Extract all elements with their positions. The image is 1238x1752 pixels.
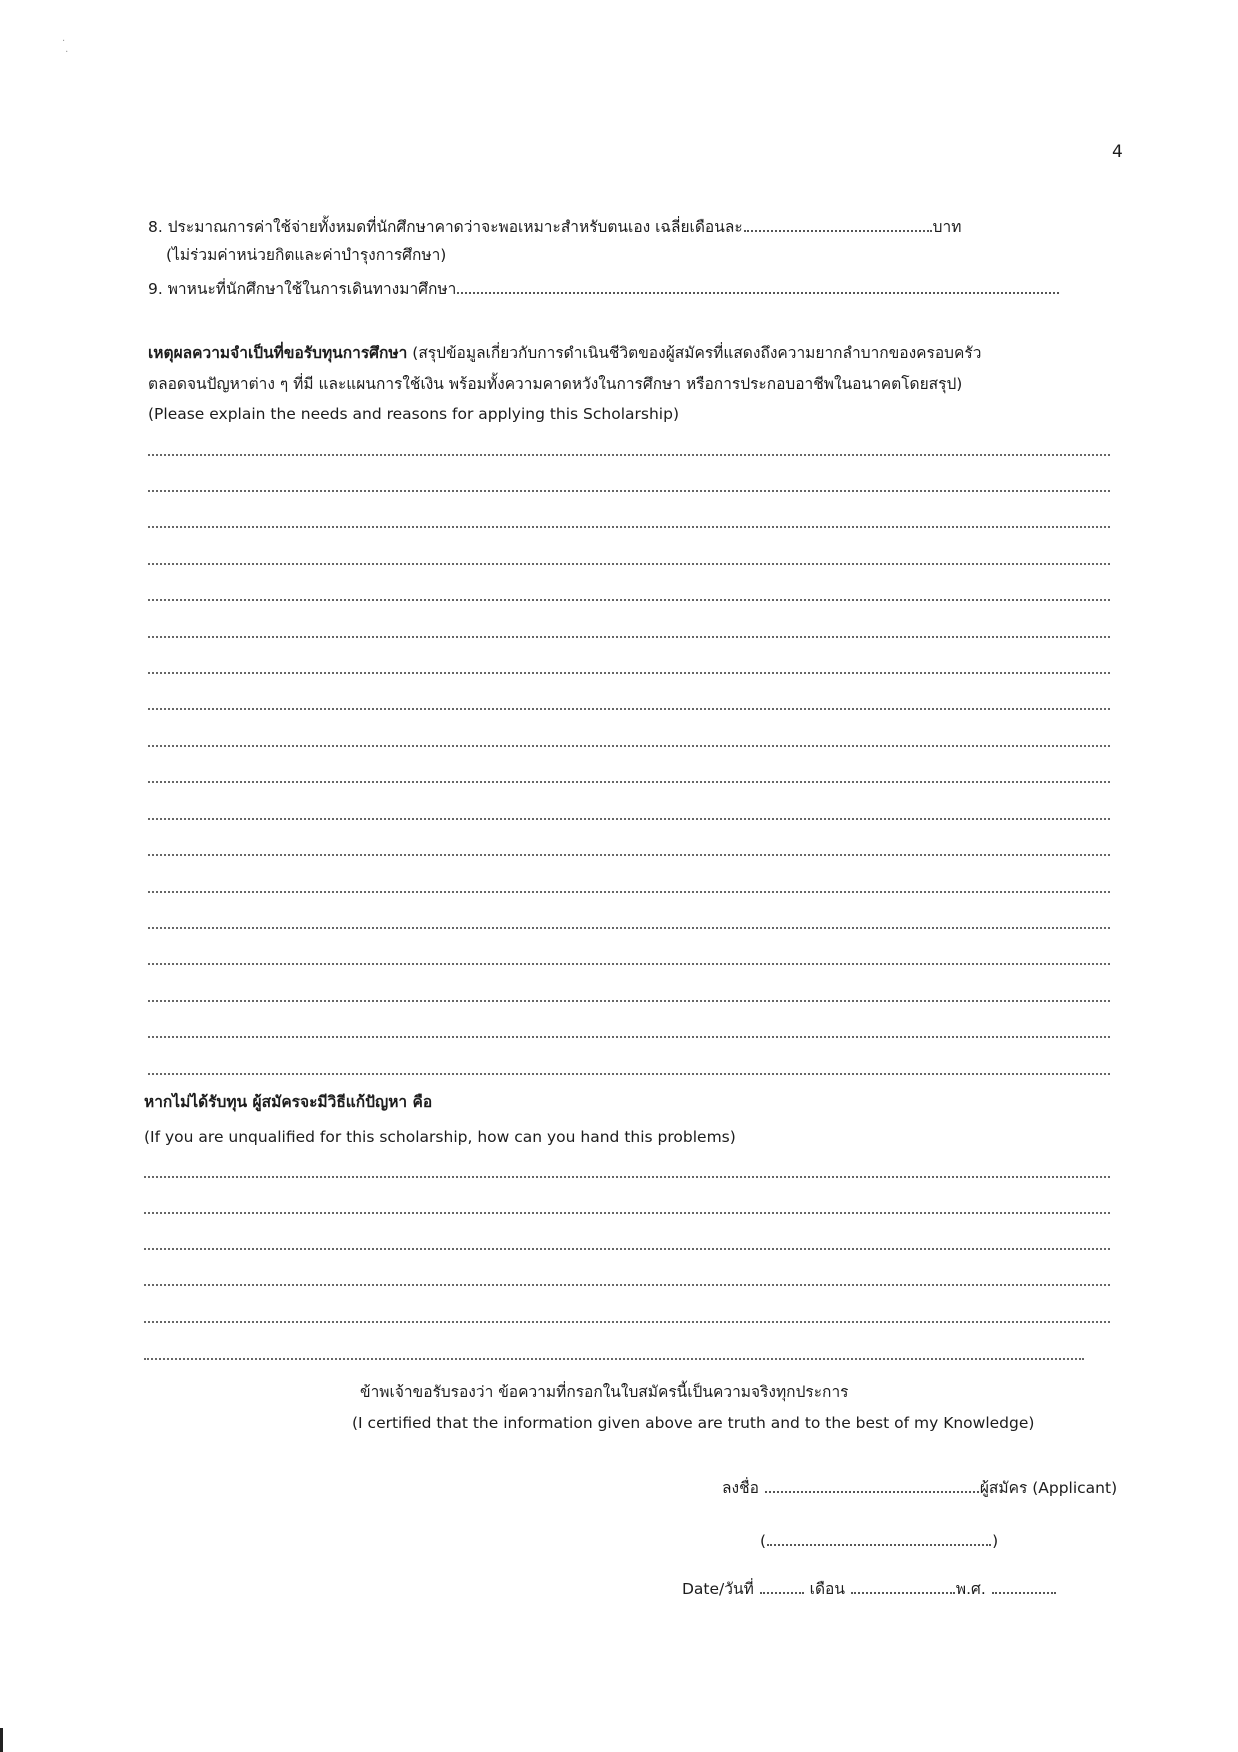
reason-answer-line[interactable] (148, 563, 1110, 565)
reason-answer-line[interactable] (148, 599, 1110, 601)
month-field[interactable] (851, 1578, 955, 1594)
applicant-label: ผู้สมัคร (Applicant) (979, 1479, 1118, 1497)
open-paren: ( (760, 1532, 767, 1550)
signature-field[interactable] (765, 1477, 979, 1493)
monthly-expense-field[interactable] (744, 216, 932, 232)
printed-name-line (760, 1530, 998, 1551)
reason-heading (148, 344, 981, 363)
reason-answer-line[interactable] (148, 963, 1110, 965)
certification-thai: ข้าพเจ้าขอรับรองว่า ข้อความที่กรอกในใบสมัครนี้เป็นความจริงทุกประการ (360, 1383, 849, 1401)
item-8-unit: บาท (932, 218, 962, 236)
reason-answer-line[interactable] (148, 490, 1110, 492)
item-9-line (148, 278, 1060, 299)
signature-line (722, 1477, 1117, 1498)
fallback-answer-line[interactable] (144, 1248, 1110, 1250)
printed-name-field[interactable] (767, 1530, 991, 1546)
fallback-answer-line[interactable] (144, 1284, 1110, 1286)
month-label: เดือน (809, 1580, 845, 1598)
reason-heading-rest: (สรุปข้อมูลเกี่ยวกับการดำเนินชีวิตของผู้สมัครที่แสดงถึงความยากลำบากของครอบครัว (407, 344, 982, 362)
reason-answer-line[interactable] (148, 745, 1110, 747)
fallback-english: (If you are unqualified for this scholarship, how can you hand this problems) (144, 1128, 736, 1146)
reason-heading-bold: เหตุผลความจำเป็นที่ขอรับทุนการศึกษา (148, 344, 408, 362)
item-8-note: (ไม่ร่วมค่าหน่วยกิตและค่าบำรุงการศึกษา) (166, 246, 447, 264)
scan-edge-mark (0, 1728, 3, 1752)
reason-answer-line[interactable] (148, 818, 1110, 820)
page-number: 4 (1112, 142, 1123, 162)
fallback-answer-line[interactable] (144, 1321, 1110, 1323)
item-9-text: 9. พาหนะที่นักศึกษาใช้ในการเดินทางมาศึกษา (148, 280, 457, 298)
date-line (682, 1578, 1057, 1599)
reason-answer-line[interactable] (148, 781, 1110, 783)
day-field[interactable] (760, 1578, 804, 1594)
item-8-line (148, 216, 961, 237)
reason-answer-line[interactable] (148, 672, 1110, 674)
item-8-text: 8. ประมาณการค่าใช้จ่ายทั้งหมดที่นักศึกษาคาดว่าจะพอเหมาะสำหรับตนเอง เฉลี่ยเดือนละ (148, 218, 743, 236)
fallback-answer-line[interactable] (144, 1212, 1110, 1214)
reason-answer-line[interactable] (148, 1036, 1110, 1038)
reason-answer-line[interactable] (148, 1000, 1110, 1002)
certification-english: (I certified that the information given above are truth and to the best of my Knowledge) (352, 1414, 1035, 1432)
reason-answer-line[interactable] (148, 708, 1110, 710)
reason-english: (Please explain the needs and reasons for applying this Scholarship) (148, 405, 679, 423)
year-field[interactable] (992, 1578, 1056, 1594)
year-label: พ.ศ. (955, 1580, 986, 1598)
reason-answer-line[interactable] (148, 454, 1110, 456)
sign-label: ลงชื่อ (722, 1479, 759, 1497)
reason-answer-line[interactable] (148, 1073, 1110, 1075)
reason-answer-line[interactable] (148, 636, 1110, 638)
reason-answer-line[interactable] (148, 854, 1110, 856)
reason-line-2: ตลอดจนปัญหาต่าง ๆ ที่มี และแผนการใช้เงิน พร้อมทั้งความคาดหวังในการศึกษา หรือการประกอบอาชีพในอนาคตโดยสรุป) (148, 375, 963, 393)
reason-answer-line[interactable] (148, 526, 1110, 528)
reason-answer-line[interactable] (148, 927, 1110, 929)
fallback-heading: หากไม่ได้รับทุน ผู้สมัครจะมีวิธีแก้ปัญหา คือ (144, 1093, 433, 1111)
scan-specks: · · (62, 36, 69, 58)
fallback-answer-line[interactable] (144, 1176, 1110, 1178)
transport-field[interactable] (457, 278, 1059, 294)
close-paren: ) (992, 1532, 999, 1550)
reason-answer-line[interactable] (148, 891, 1110, 893)
fallback-answer-line[interactable] (144, 1358, 1084, 1360)
date-label: Date/วันที่ (682, 1580, 754, 1598)
